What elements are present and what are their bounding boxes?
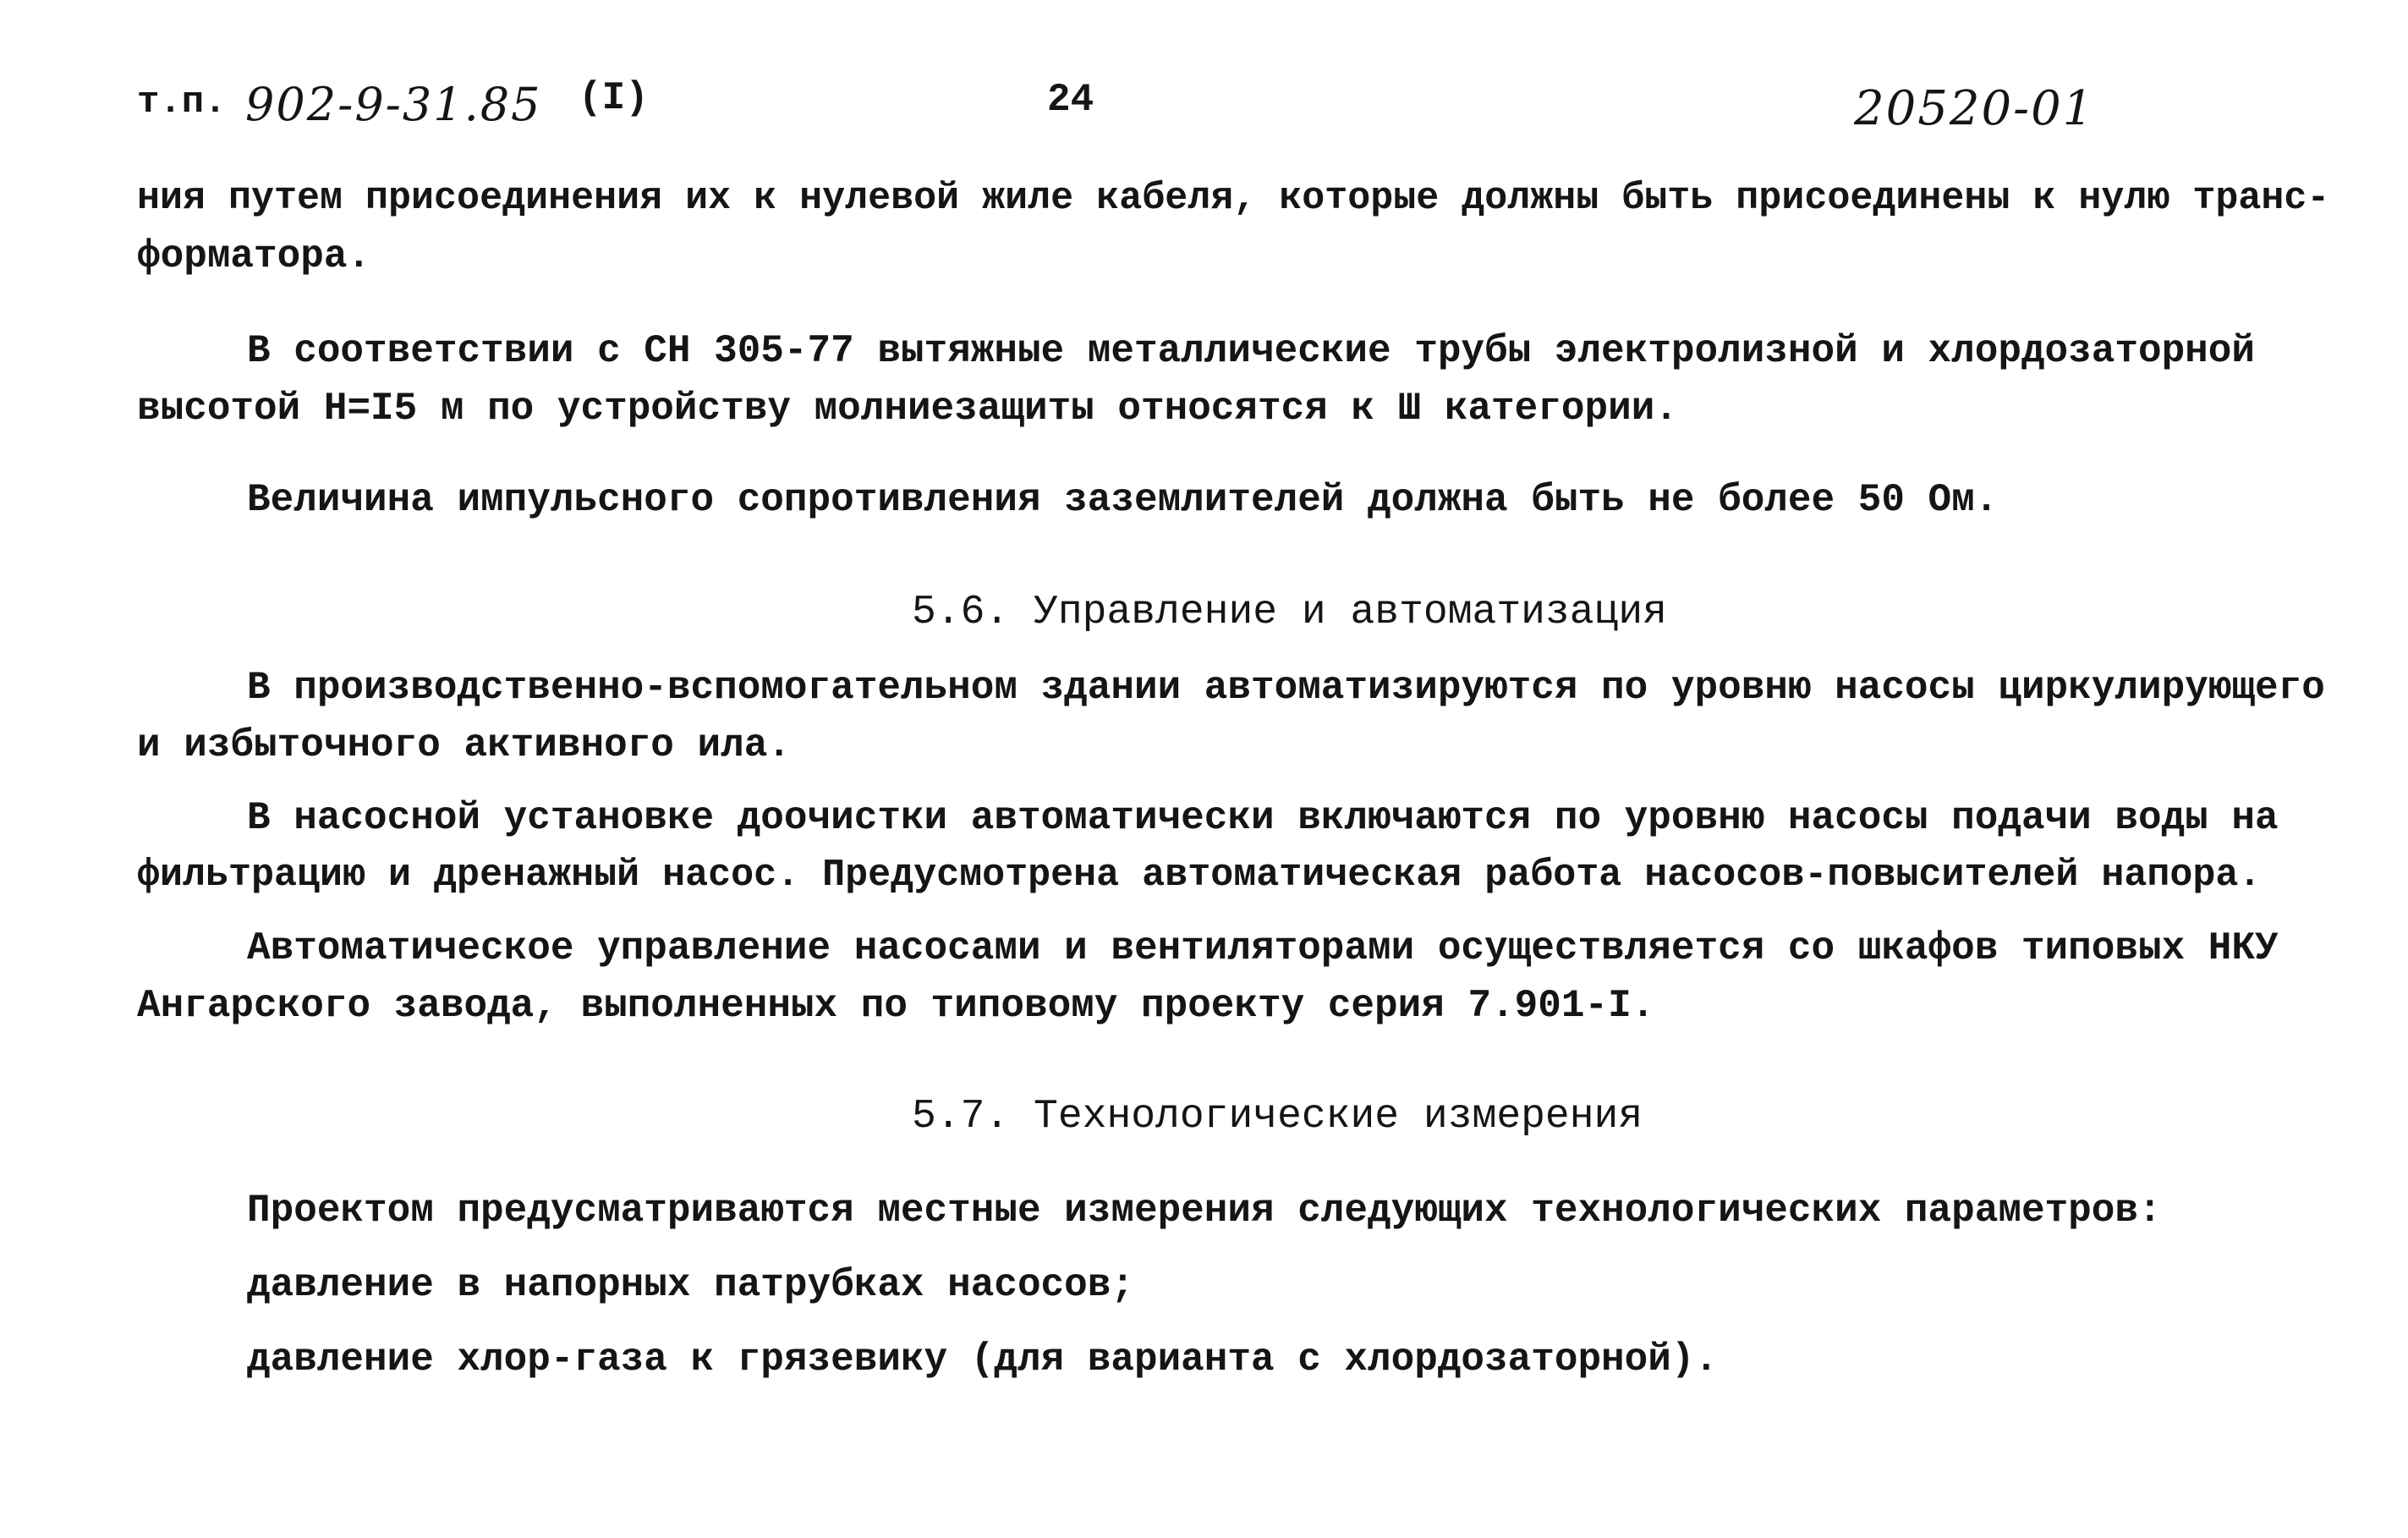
p2-line2: высотой Н=I5 м по устройству молниезащиты относятся к Ш категории. xyxy=(137,387,1678,431)
drawing-code: 20520-01 xyxy=(1854,81,2095,136)
p3-line1: Величина импульсного сопротивления заземлителей должна быть не более 50 Ом. xyxy=(247,478,1999,522)
p1-line1: ния путем присоединения их к нулевой жиле кабеля, которые должны быть присоединены к нулю транс- xyxy=(137,177,2330,220)
p5-line1: В насосной установке доочистки автоматически включаются по уровню насосы подачи воды на xyxy=(247,796,2279,840)
page-number: 24 xyxy=(1047,78,1094,122)
p6-line2: Ангарского завода, выполненных по типовому проекту серия 7.901-I. xyxy=(137,984,1655,1028)
doc-number: 902-9-31.85 xyxy=(245,78,542,131)
section-5-7-title: 5.7. Технологические измерения xyxy=(912,1094,1643,1140)
p9-line1: давление хлор-газа к грязевику (для варианта с хлордозаторной). xyxy=(247,1338,1719,1381)
volume-marker: (I) xyxy=(579,76,649,120)
p2-line1: В соответствии с СН 305-77 вытяжные металлические трубы электролизной и хлордозаторной xyxy=(247,329,2255,373)
p4-line2: и избыточного активного ила. xyxy=(137,723,791,767)
p5-line2: фильтрацию и дренажный насос. Предусмотрена автоматическая работа насосов-повысителей напора. xyxy=(137,854,2262,897)
p4-line1: В производственно-вспомогательном здании автоматизируются по уровню насосы циркулирующего xyxy=(247,666,2325,710)
p1-line2: форматора. xyxy=(137,234,371,278)
p6-line1: Автоматическое управление насосами и вентиляторами осуществляется со шкафов типовых НКУ xyxy=(247,926,2279,970)
p8-line1: давление в напорных патрубках насосов; xyxy=(247,1263,1134,1307)
doc-prefix: т.п. xyxy=(137,81,227,124)
section-5-6-title: 5.6. Управление и автоматизация xyxy=(912,590,1667,635)
p7-line1: Проектом предусматриваются местные измерения следующих технологических параметров: xyxy=(247,1189,2162,1233)
